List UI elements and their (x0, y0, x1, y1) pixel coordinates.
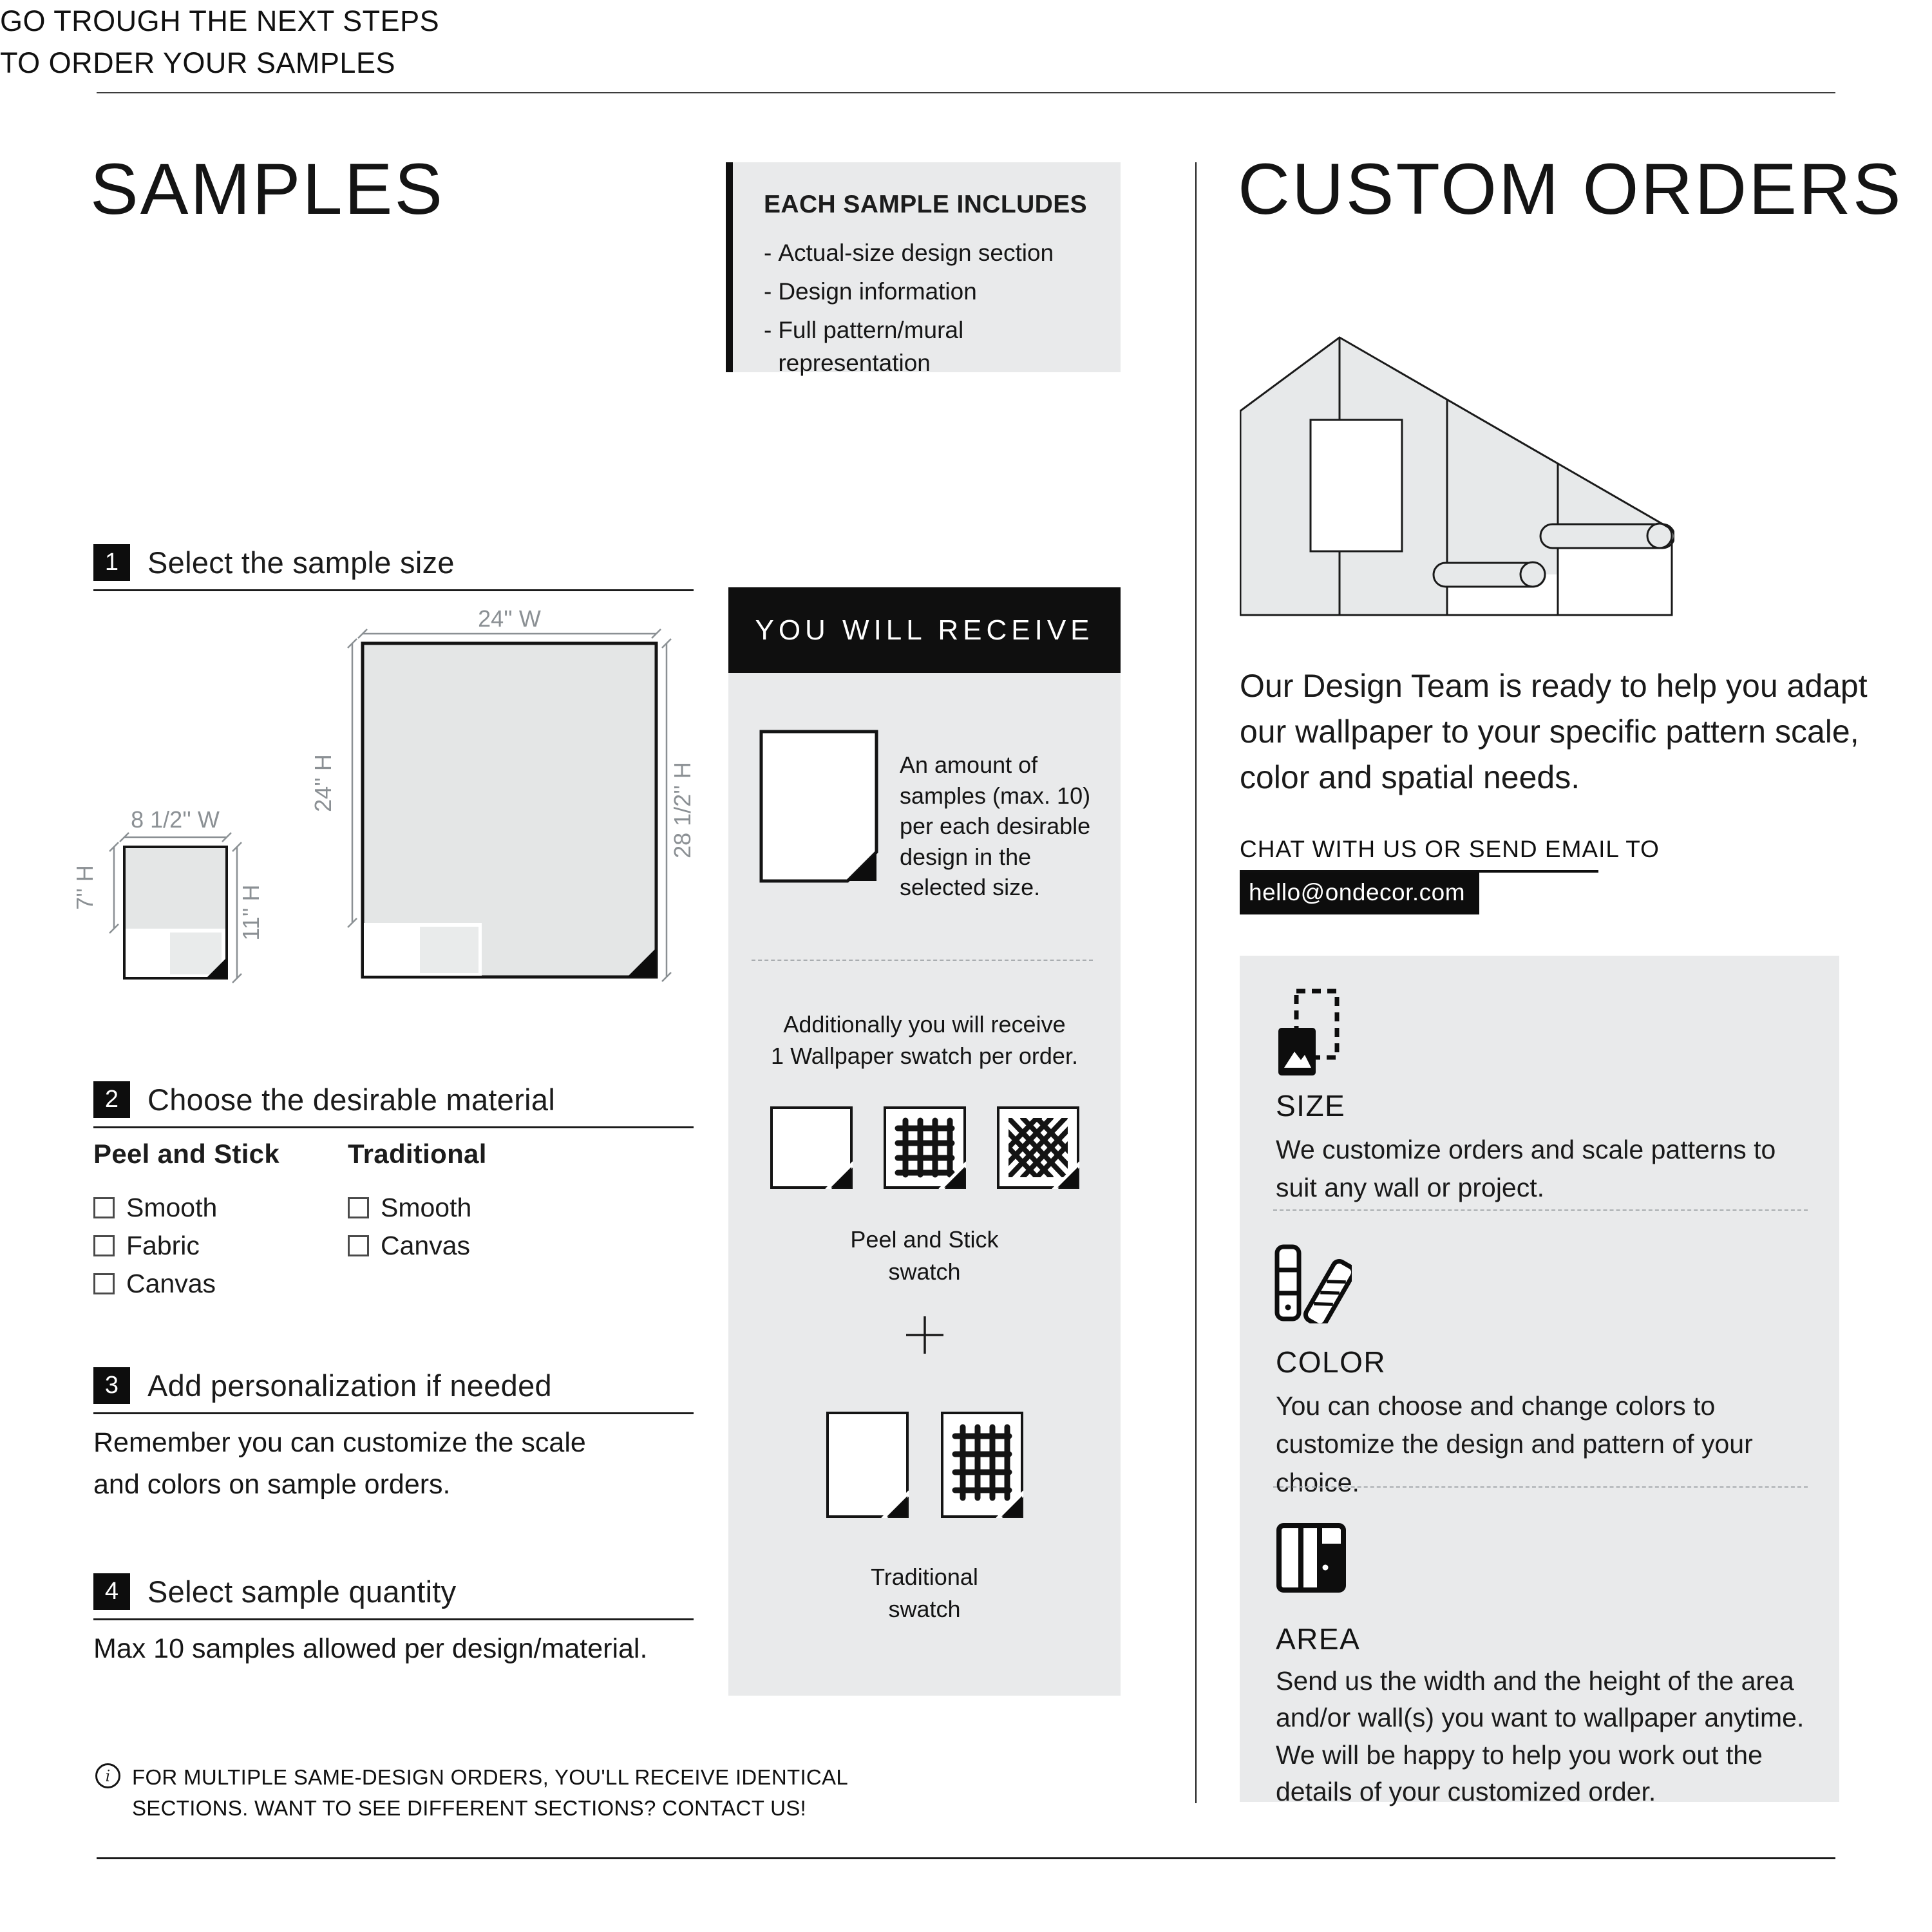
checkbox-label: Smooth (381, 1193, 472, 1222)
large-height-outer-label: 28 1/2'' H (669, 762, 696, 858)
includes-item-text: Design information (778, 278, 977, 305)
email-badge[interactable]: hello@ondecor.com (1240, 873, 1479, 914)
crosshatch-texture-swatch-icon (997, 1106, 1079, 1189)
checkbox-traditional-smooth[interactable] (348, 1197, 369, 1218)
material-option-row (93, 1189, 279, 1227)
feature-text-color: You can choose and change colors to customize the design and pattern of your choice. (1276, 1391, 1753, 1497)
feature-text-size: We customize orders and scale patterns to suit any wall or project. (1276, 1135, 1776, 1203)
large-height-inner-label: 24'' H (310, 754, 336, 812)
chat-prompt: CHAT WITH US OR SEND EMAIL TO (1240, 836, 1660, 862)
checkbox-peel-canvas[interactable] (93, 1273, 115, 1294)
checkbox-peel-fabric[interactable] (93, 1235, 115, 1256)
step-4-note: Max 10 samples allowed per design/material. (93, 1633, 648, 1664)
material-option-row (348, 1189, 487, 1227)
large-width-label: 24'' W (478, 609, 541, 632)
material-column-traditional (348, 1139, 487, 1265)
bullet-dash: - (764, 278, 772, 305)
peel-and-stick-swatch-row (728, 1106, 1121, 1189)
you-will-receive-panel (728, 587, 1121, 1696)
subtitle-line2: TO ORDER YOUR SAMPLES (0, 46, 395, 80)
sample-size-diagram (64, 609, 708, 1018)
includes-item-text: Actual-size design section (778, 240, 1054, 266)
size-crop-icon (1276, 988, 1340, 1078)
grid-texture-swatch-icon (884, 1106, 966, 1189)
swatch-label-line2: swatch (888, 1258, 961, 1285)
footnote-text (132, 1762, 848, 1824)
step-2-header (93, 1081, 694, 1128)
material-heading-peel: Peel and Stick (93, 1139, 279, 1169)
small-height-outer-label: 11'' H (238, 884, 264, 941)
swatch-label-line2: swatch (888, 1595, 961, 1622)
blank-portrait-swatch-icon (826, 1412, 909, 1518)
step-1-header (93, 544, 694, 591)
material-option-row (93, 1265, 279, 1303)
receive-body-text: An amount of samples (max. 10) per each desirable design in the selected size. (900, 752, 1091, 901)
info-icon: i (95, 1763, 120, 1788)
step-2-number-badge: 2 (93, 1081, 130, 1118)
feature-text-area: Send us the width and the height of the area and/or wall(s) you want to wallpaper anytime. We will be happy to help you work out the details of your customized order. (1276, 1666, 1804, 1807)
step-3-header (93, 1367, 694, 1414)
wallpapered-room-illustration (1240, 334, 1674, 617)
step-2-title: Choose the desirable material (147, 1083, 556, 1117)
step-4-number-badge: 4 (93, 1573, 130, 1610)
step-4-title: Select sample quantity (147, 1575, 457, 1609)
swatch-label-line1: Traditional (871, 1564, 978, 1590)
includes-item (764, 275, 1097, 308)
subtitle-line1: GO TROUGH THE NEXT STEPS (0, 5, 440, 37)
custom-orders-title: CUSTOM ORDERS (1238, 149, 1903, 229)
checkbox-label: Fabric (126, 1231, 200, 1260)
step-3-title: Add personalization if needed (147, 1368, 552, 1403)
small-sample-mini-pattern (170, 933, 222, 974)
wall-panels-icon (1276, 1522, 1347, 1593)
custom-orders-intro: Our Design Team is ready to help you adapt our wallpaper to your specific pattern scale, color and spatial needs. (1240, 668, 1868, 795)
small-height-inner-label: 7'' H (71, 865, 98, 910)
samples-subtitle (0, 0, 1932, 84)
swatch-label-line1: Peel and Stick (850, 1226, 999, 1253)
material-option-row (348, 1227, 487, 1265)
material-option-row (93, 1227, 279, 1265)
bullet-dash: - (764, 317, 772, 344)
feature-heading-size: SIZE (1276, 1089, 1346, 1122)
material-heading-traditional: Traditional (348, 1139, 487, 1169)
step-3-note-line1: Remember you can customize the scale (93, 1427, 586, 1458)
receive-extra-line2: 1 Wallpaper swatch per order. (771, 1042, 1078, 1069)
step-1-title: Select the sample size (147, 545, 455, 580)
each-sample-includes-box (726, 162, 1121, 377)
peel-and-stick-swatch-label (728, 1224, 1121, 1287)
receive-extra-line1: Additionally you will receive (783, 1011, 1066, 1037)
material-column-peel-and-stick (93, 1139, 279, 1303)
dashed-divider (752, 960, 1093, 961)
traditional-swatch-row (728, 1412, 1121, 1518)
checkbox-label: Canvas (126, 1269, 216, 1298)
footnote-line1: FOR MULTIPLE SAME-DESIGN ORDERS, YOU'LL RECEIVE IDENTICAL (132, 1765, 849, 1789)
traditional-swatch-label (728, 1561, 1121, 1625)
sample-sheet-icon (759, 730, 878, 883)
step-3-note-line2: and colors on sample orders. (93, 1469, 451, 1501)
samples-title: SAMPLES (90, 149, 445, 229)
column-divider (1195, 162, 1197, 1803)
bullet-dash: - (764, 240, 772, 266)
blank-swatch-icon (770, 1106, 853, 1189)
top-divider (97, 92, 1835, 93)
large-sample-mini-pattern (420, 927, 478, 973)
step-3-note (93, 1422, 705, 1506)
includes-item (764, 236, 1097, 269)
plus-separator (728, 1314, 1121, 1356)
footnote (95, 1762, 848, 1824)
includes-item-text: Full pattern/mural representation (778, 317, 964, 377)
receive-extra-text (728, 1009, 1121, 1072)
bottom-divider (97, 1857, 1835, 1859)
color-swatches-icon (1274, 1243, 1352, 1323)
includes-heading: EACH SAMPLE INCLUDES (764, 191, 1088, 218)
feature-heading-area: AREA (1276, 1622, 1361, 1656)
step-3-number-badge: 3 (93, 1367, 130, 1404)
receive-panel-header: YOU WILL RECEIVE (728, 587, 1121, 673)
checkbox-peel-smooth[interactable] (93, 1197, 115, 1218)
checkbox-label: Smooth (126, 1193, 218, 1222)
grid-portrait-swatch-icon (941, 1412, 1023, 1518)
footnote-line2: SECTIONS. WANT TO SEE DIFFERENT SECTIONS? CONTACT US! (132, 1795, 806, 1820)
checkbox-traditional-canvas[interactable] (348, 1235, 369, 1256)
checkbox-label: Canvas (381, 1231, 471, 1260)
step-1-number-badge: 1 (93, 544, 130, 581)
includes-item (764, 314, 1097, 379)
plus-icon (904, 1314, 946, 1356)
step-4-header (93, 1573, 694, 1620)
dashed-divider (1273, 1486, 1808, 1488)
dashed-divider (1273, 1209, 1808, 1211)
feature-heading-color: COLOR (1276, 1345, 1387, 1379)
custom-features-panel (1240, 956, 1839, 1807)
small-width-label: 8 1/2'' W (131, 806, 220, 833)
